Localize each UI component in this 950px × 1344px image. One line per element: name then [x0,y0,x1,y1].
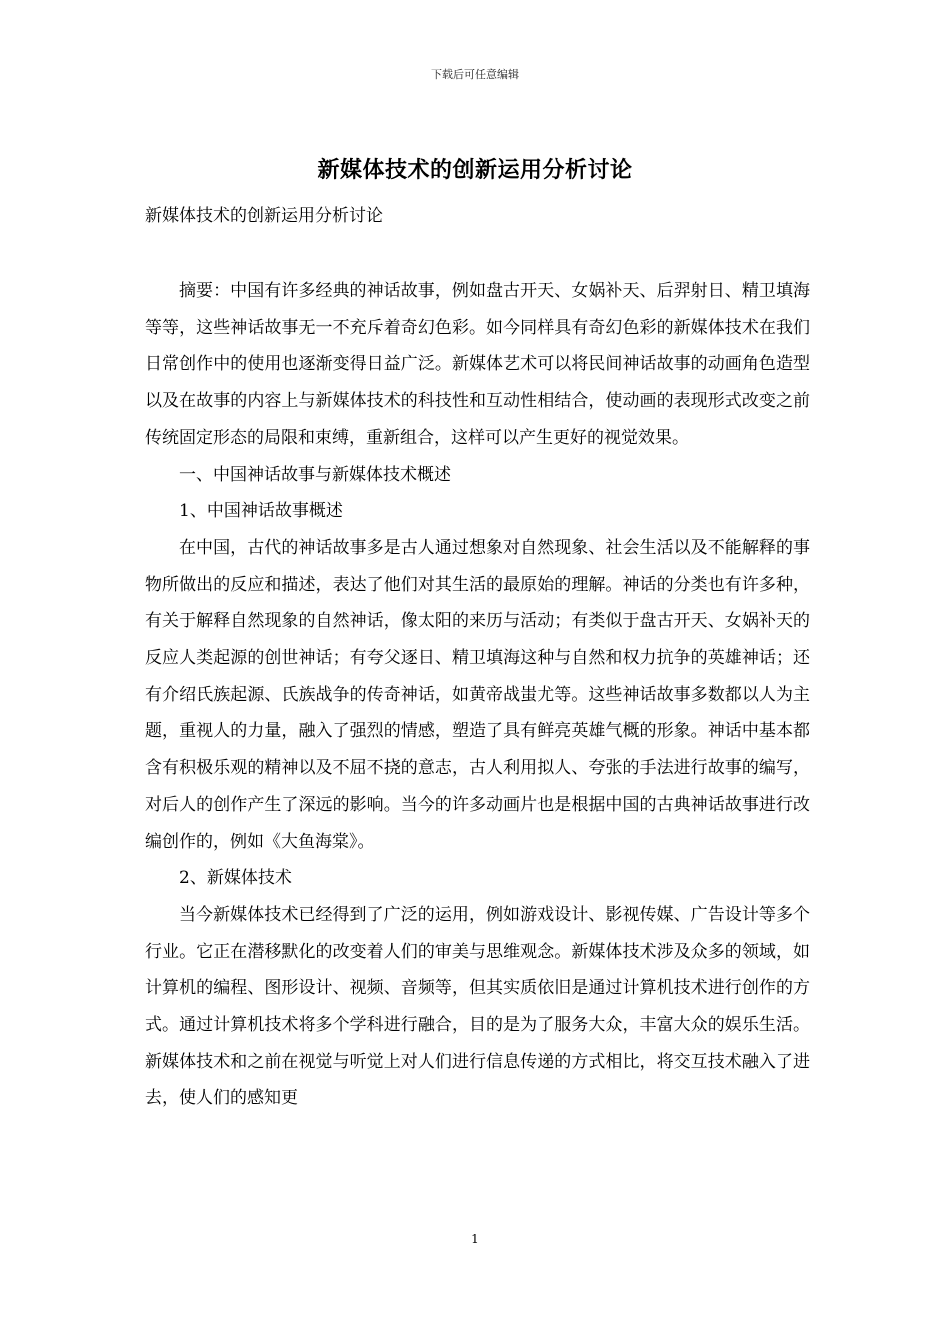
page-header-note: 下载后可任意编辑 [431,68,519,81]
subsection-heading-1-2: 2、新媒体技术 [179,868,292,889]
section-heading-1: 一、中国神话故事与新媒体技术概述 [179,464,451,485]
document-title: 新媒体技术的创新运用分析讨论 [317,158,633,183]
document-body [145,273,810,1117]
document-subtitle: 新媒体技术的创新运用分析讨论 [145,206,383,226]
page-number: 1 [471,1232,479,1246]
body-paragraph: 当今新媒体技术已经得到了广泛的运用，例如游戏设计、影视传媒、广告设计等多个行业。它正在潜移默化的改变着人们的审美与思维观念。新媒体技术涉及众多的领域，如计算机的编程、图形设计、视频、音频等，但其实质依旧是通过计算机技术进行创作的方式。通过计算机技术将多个学科进行融合，目的是为了服务大众，丰富大众的娱乐生活。新媒体技术和之前在视觉与听觉上对人们进行信息传递的方式相比，将交互技术融入了进去，使人们的感知更 [145,904,810,1109]
subsection-heading-1-1: 1、中国神话故事概述 [179,501,343,522]
abstract-paragraph: 摘要：中国有许多经典的神话故事，例如盘古开天、女娲补天、后羿射日、精卫填海等等，这些神话故事无一不充斥着奇幻色彩。如今同样具有奇幻色彩的新媒体技术在我们日常创作中的使用也逐渐变得日益广泛。新媒体艺术可以将民间神话故事的动画角色造型以及在故事的内容上与新媒体技术的科技性和互动性相结合，使动画的表现形式改变之前传统固定形态的局限和束缚，重新组合，这样可以产生更好的视觉效果。 [145,281,810,448]
body-paragraph: 在中国，古代的神话故事多是古人通过想象对自然现象、社会生活以及不能解释的事物所做出的反应和描述，表达了他们对其生活的最原始的理解。神话的分类也有许多种，有关于解释自然现象的自然神话，像太阳的来历与活动；有类似于盘古开天、女娲补天的反应人类起源的创世神话；有夸父逐日、精卫填海这种与自然和权力抗争的英雄神话；还有介绍氏族起源、氏族战争的传奇神话，如黄帝战蚩尤等。这些神话故事多数都以人为主题，重视人的力量，融入了强烈的情感，塑造了具有鲜亮英雄气概的形象。神话中基本都含有积极乐观的精神以及不屈不挠的意志，古人利用拟人、夸张的手法进行故事的编写，对后人的创作产生了深远的影响。当今的许多动画片也是根据中国的古典神话故事进行改编创作的，例如《大鱼海棠》。 [145,537,810,852]
